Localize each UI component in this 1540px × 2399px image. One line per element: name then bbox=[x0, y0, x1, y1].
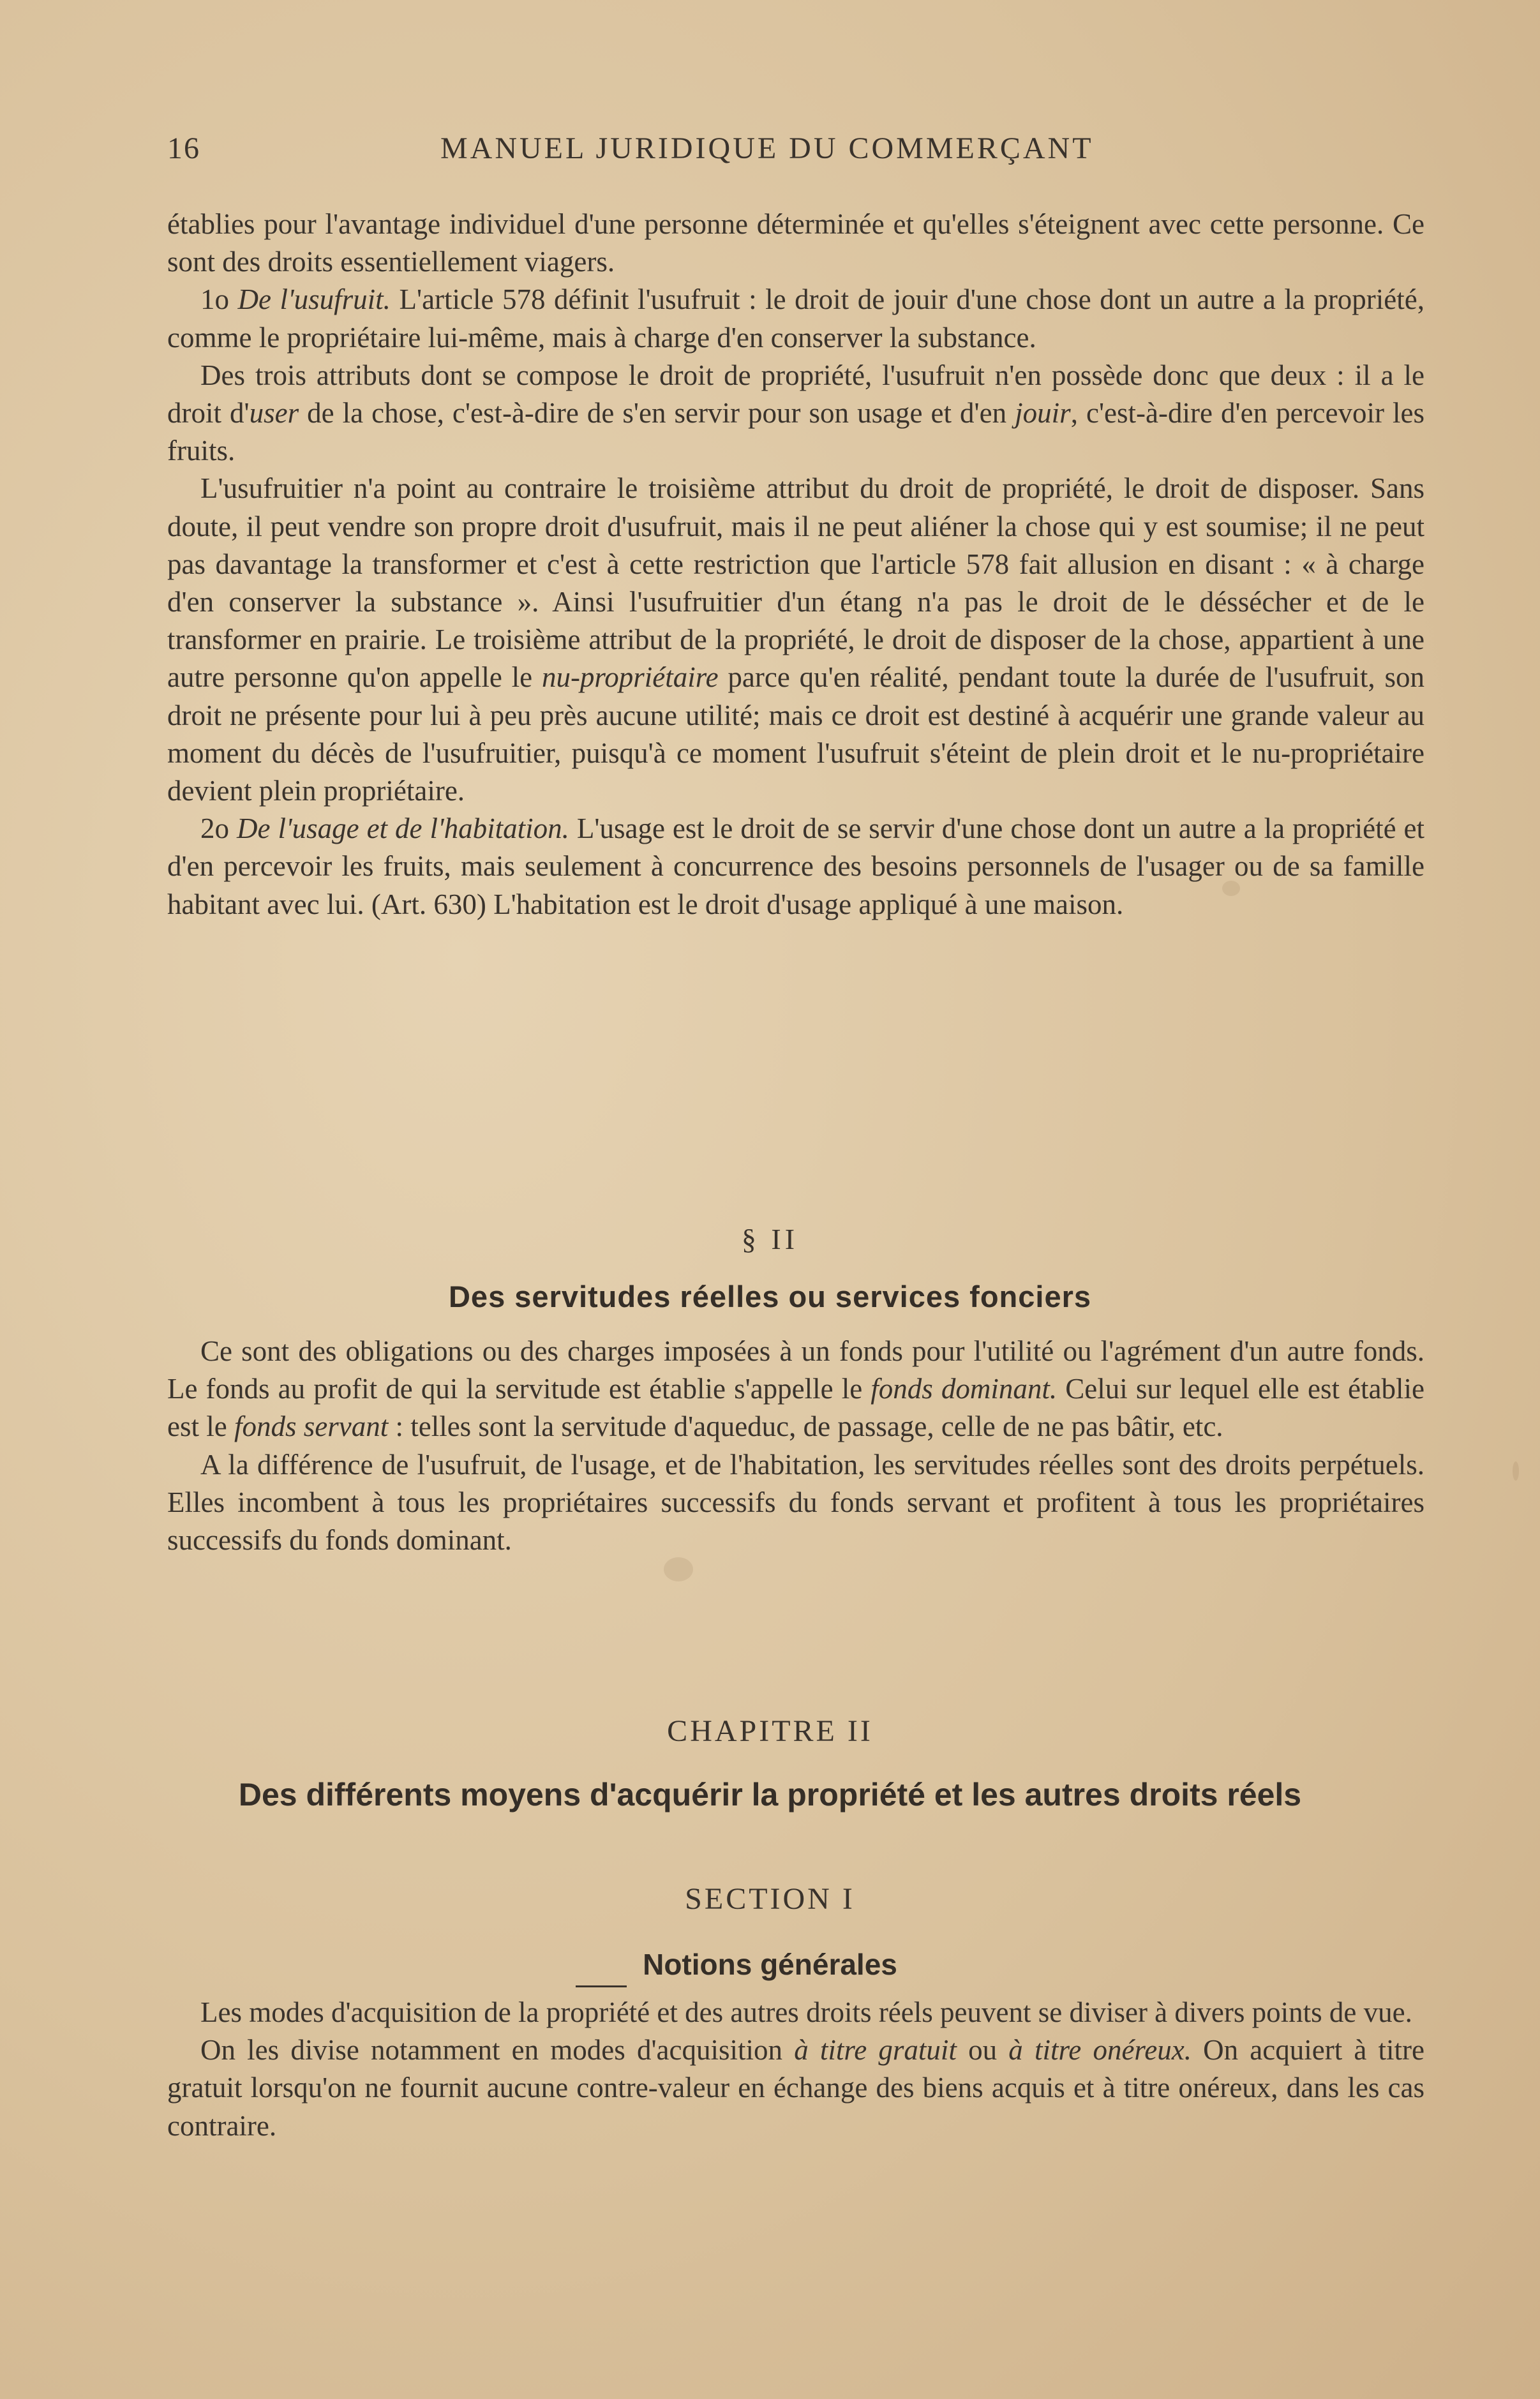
chapter-label: CHAPITRE II bbox=[667, 1714, 873, 1748]
running-title: MANUEL JURIDIQUE DU COMMERÇANT bbox=[440, 131, 1094, 165]
notions-section bbox=[167, 1994, 1424, 2145]
item-number: 1o bbox=[200, 283, 229, 316]
paragraph-modes: Les modes d'acquisition de la propriété et des autres droits réels peuvent se diviser à divers points de vue. bbox=[200, 1996, 1412, 2028]
paper-stain bbox=[664, 1557, 693, 1581]
chapter-title: Des différents moyens d'acquérir la propriété et les autres droits réels bbox=[238, 1777, 1302, 1812]
paragraph-usufruitier: L'usufruitier n'a point au contraire le troisième attribut du droit de propriété, le droit de disposer. Sans doute, il peut vendre son propre droit d'usufruit, mais il ne peut aliéner la chose qui y est soumise; il ne peut pas davantage la transformer et c'est à cette restriction que l'article 578 fait allusion en disant : « à charge d'en conserver la substance ». Ainsi l'usufruitier d'un étang n'a pas le droit de le déssécher et de le transformer en prairie. Le troisième attribut de la propriété, le droit de disposer de la chose, appartient à une autre personne qu'on appelle le nu-propriétaire parce qu'en réalité, pendant toute la durée de l'usufruit, son droit ne présente pour lui à peu près aucune utilité; mais ce droit est destiné à acquérir une grande valeur au moment du décès de l'usufruitier, puisqu'à ce moment l'usufruit s'éteint de plein droit et le nu-propriétaire devient plein propriétaire. bbox=[167, 472, 1424, 807]
section-heading: Des servitudes réelles ou services fonciers bbox=[448, 1280, 1092, 1313]
section-title: Notions générales bbox=[643, 1948, 897, 1981]
item-number: 2o bbox=[200, 812, 229, 845]
section-label: SECTION I bbox=[685, 1882, 855, 1916]
subsection-title: De l'usage et de l'habitation. bbox=[237, 812, 569, 845]
paragraph-usage-habitation: 2o De l'usage et de l'habitation. L'usage est le droit de se servir d'une chose dont un autre a la propriété et d'en percevoir les fruits, mais seulement à concurrence des besoins personnels de l'usager ou de sa famille habitant avec lui. (Art. 630) L'habitation est le droit d'usage appliqué à une maison. bbox=[167, 812, 1425, 920]
paper-stain bbox=[1513, 1461, 1519, 1481]
page-number: 16 bbox=[167, 131, 200, 165]
title-rule bbox=[576, 1985, 627, 1987]
paragraph-usufruit-definition: 1o De l'usufruit. L'article 578 définit l'usufruit : le droit de jouir d'une chose dont un autre a la propriété, comme le propriétaire lui-même, mais à charge d'en conserver la substance. bbox=[167, 283, 1424, 354]
paragraph-gratuit-onereux: On les divise notamment en modes d'acquisition à titre gratuit ou à titre onéreux. On acquiert à titre gratuit lorsqu'on ne fournit aucune contre-valeur en échange des biens acquis et à titre onéreux, dans les cas contraire. bbox=[167, 2034, 1425, 2142]
paragraph-servitudes-perpetual: A la différence de l'usufruit, de l'usage, et de l'habitation, les servitudes réelles sont des droits perpétuels. Elles incombent à tous les propriétaires successifs du fonds servant et profitent à tous les propriétaires successifs du fonds dominant. bbox=[167, 1448, 1424, 1557]
paragraph-attributes: Des trois attributs dont se compose le droit de propriété, l'usufruit n'en possède donc que deux : il a le droit d'user de la chose, c'est-à-dire de s'en servir pour son usage et d'en jouir, c'est-à-dire d'en percevoir les fruits. bbox=[167, 359, 1424, 467]
subsection-title: De l'usufruit. bbox=[237, 283, 391, 316]
servitudes-section bbox=[167, 1333, 1424, 1559]
paragraph-servitudes-definition: Ce sont des obligations ou des charges imposées à un fonds pour l'utilité ou l'agrément d'un autre fonds. Le fonds au profit de qui la servitude est établie s'appelle le fonds dominant. Celui sur lequel elle est établie est le fonds servant : telles sont la servitude d'aqueduc, de passage, celle de ne pas bâtir, etc. bbox=[167, 1335, 1424, 1443]
section-mark: § II bbox=[741, 1223, 799, 1255]
running-head bbox=[0, 131, 1540, 176]
usufruit-section bbox=[167, 206, 1424, 923]
paragraph-intro: établies pour l'avantage individuel d'une personne déterminée et qu'elles s'éteignent avec cette personne. Ce sont des droits essentiellement viagers. bbox=[167, 208, 1424, 278]
